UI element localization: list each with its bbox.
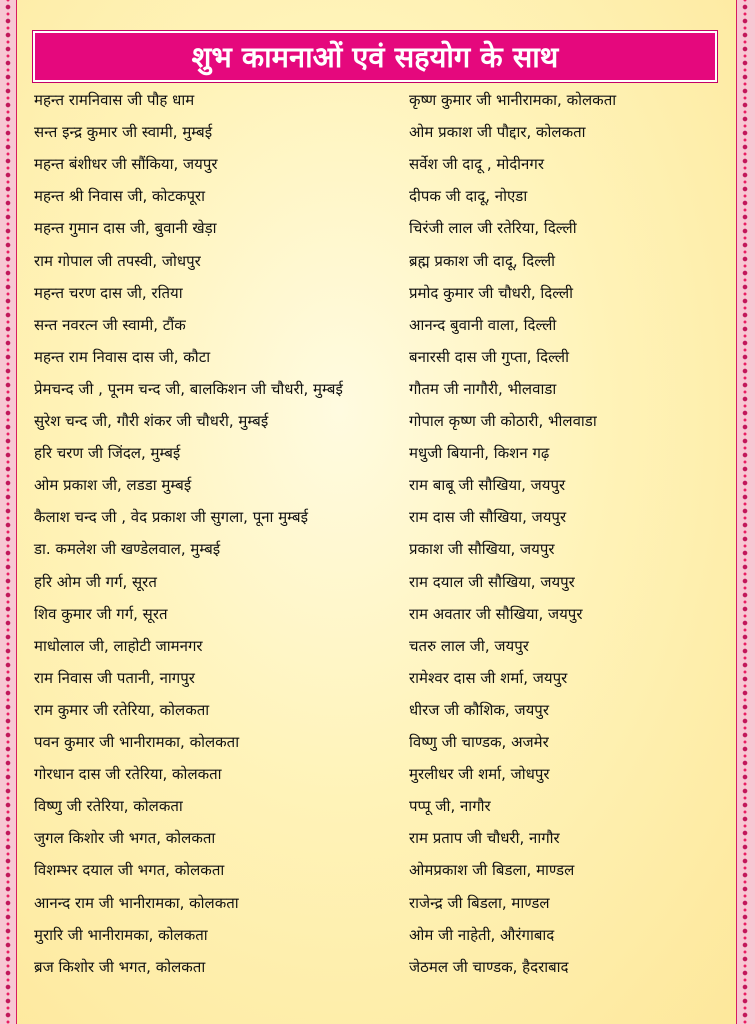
name-row: [0, 473, 755, 505]
left-name: हरि ओम जी गर्ग, सूरत: [34, 572, 157, 591]
left-name: महन्त गुमान दास जी, बुवानी खेड़ा: [34, 219, 217, 238]
right-name: ओमप्रकाश जी बिडला, माण्डल: [409, 861, 575, 880]
right-name: गौतम जी नागौरी, भीलवाडा: [409, 379, 557, 398]
left-name: महन्त श्री निवास जी, कोटकपूरा: [34, 187, 206, 206]
page-title: शुभ कामनाओं एवं सहयोग के साथ: [191, 40, 559, 74]
name-row: [0, 858, 755, 890]
name-row: [0, 152, 755, 184]
right-name: रामेश्वर दास जी शर्मा, जयपुर: [409, 668, 568, 687]
right-name: गोपाल कृष्ण जी कोठारी, भीलवाडा: [409, 412, 597, 430]
left-name: विशम्भर दयाल जी भगत, कोलकता: [34, 861, 225, 880]
name-row: [0, 537, 755, 569]
left-name: ओम प्रकाश जी, लडडा मुम्बई: [34, 476, 192, 495]
right-name: धीरज जी कौशिक, जयपुर: [409, 700, 549, 719]
right-name: पप्पू जी, नागौर: [409, 797, 491, 816]
title-banner: [33, 31, 717, 82]
name-row: [0, 441, 755, 473]
right-name: ओम जी नाहेती, औरंगाबाद: [409, 925, 555, 944]
name-row: [0, 249, 755, 281]
left-name: सन्त नवरत्न जी स्वामी, टौंक: [34, 315, 186, 334]
right-name: मधुजी बियानी, किशन गढ़: [409, 444, 550, 463]
right-name: जेठमल जी चाण्डक, हैदराबाद: [409, 957, 569, 976]
name-row: [0, 730, 755, 762]
right-name: ब्रह्म प्रकाश जी दादू, दिल्ली: [409, 251, 556, 270]
left-name: महन्त बंशीधर जी सौंकिया, जयपुर: [34, 155, 218, 174]
right-name: चतरु लाल जी, जयपुर: [409, 636, 529, 655]
left-name: कैलाश चन्द जी , वेद प्रकाश जी सुगला, पूना मुम्बई: [34, 508, 308, 527]
name-row: [0, 634, 755, 666]
name-row: [0, 570, 755, 602]
left-name: जुगल किशोर जी भगत, कोलकता: [34, 829, 216, 848]
left-name: शिव कुमार जी गर्ग, सूरत: [34, 604, 168, 623]
name-row: [0, 794, 755, 826]
right-name: बनारसी दास जी गुप्ता, दिल्ली: [409, 347, 569, 366]
left-name: सन्त इन्द्र कुमार जी स्वामी, मुम्बई: [34, 123, 213, 142]
name-row: [0, 826, 755, 858]
left-name: राम कुमार जी रतेरिया, कोलकता: [34, 700, 210, 719]
right-name: प्रमोद कुमार जी चौधरी, दिल्ली: [409, 283, 574, 302]
right-name: मुरलीधर जी शर्मा, जोधपुर: [409, 765, 550, 784]
left-name: गोरधान दास जी रतेरिया, कोलकता: [34, 765, 222, 784]
name-row: [0, 602, 755, 634]
name-row: [0, 281, 755, 313]
name-row: [0, 313, 755, 345]
left-name: आनन्द राम जी भानीरामका, कोलकता: [34, 893, 239, 912]
right-name: राम अवतार जी सौखिया, जयपुर: [409, 604, 583, 623]
left-name: डा. कमलेश जी खण्डेलवाल, मुम्बई: [34, 540, 221, 559]
right-name: कृष्ण कुमार जी भानीरामका, कोलकता: [409, 91, 617, 109]
name-row: [0, 120, 755, 152]
left-name: हरि चरण जी जिंदल, मुम्बई: [34, 444, 181, 463]
right-name: राम दयाल जी सौखिया, जयपुर: [409, 572, 575, 591]
right-name: ओम प्रकाश जी पौद्दार, कोलकता: [409, 123, 586, 142]
name-row: [0, 377, 755, 409]
right-name: राम बाबू जी सौखिया, जयपुर: [409, 476, 566, 495]
right-name: प्रकाश जी सौखिया, जयपुर: [409, 540, 555, 559]
name-row: [0, 698, 755, 730]
left-name: मुरारि जी भानीरामका, कोलकता: [34, 925, 208, 944]
name-row: [0, 345, 755, 377]
name-row: [0, 88, 755, 120]
right-name: दीपक जी दादू, नोएडा: [409, 187, 528, 206]
name-row: [0, 505, 755, 537]
left-name: सुरेश चन्द जी, गौरी शंकर जी चौधरी, मुम्बई: [34, 412, 269, 430]
left-name: राम गोपाल जी तपस्वी, जोधपुर: [34, 251, 201, 270]
right-name: चिरंजी लाल जी रतेरिया, दिल्ली: [409, 219, 577, 238]
left-name: महन्त रामनिवास जी पौह धाम: [34, 91, 195, 109]
left-name: विष्णु जी रतेरिया, कोलकता: [34, 797, 183, 816]
name-row: [0, 891, 755, 923]
name-row: [0, 184, 755, 216]
name-row: [0, 955, 755, 987]
name-row: [0, 923, 755, 955]
name-row: [0, 409, 755, 441]
right-name: विष्णु जी चाण्डक, अजमेर: [409, 733, 549, 751]
left-name: महन्त चरण दास जी, रतिया: [34, 283, 183, 302]
right-name: राजेन्द्र जी बिडला, माण्डल: [409, 893, 550, 912]
name-row: [0, 216, 755, 248]
left-name: महन्त राम निवास दास जी, कौटा: [34, 347, 211, 366]
left-name: पवन कुमार जी भानीरामका, कोलकता: [34, 733, 240, 751]
left-name: प्रेमचन्द जी , पूनम चन्द जी, बालकिशन जी चौधरी, मुम्बई: [34, 379, 343, 398]
left-name: राम निवास जी पतानी, नागपुर: [34, 668, 195, 687]
right-name: आनन्द बुवानी वाला, दिल्ली: [409, 315, 557, 334]
right-name: राम प्रताप जी चौधरी, नागौर: [409, 829, 560, 848]
right-name: राम दास जी सौखिया, जयपुर: [409, 508, 567, 527]
left-name: ब्रज किशोर जी भगत, कोलकता: [34, 957, 206, 976]
name-row: [0, 666, 755, 698]
name-row: [0, 762, 755, 794]
right-name: सर्वेश जी दादू , मोदीनगर: [409, 155, 544, 174]
left-name: माधोलाल जी, लाहोटी जामनगर: [34, 636, 203, 655]
